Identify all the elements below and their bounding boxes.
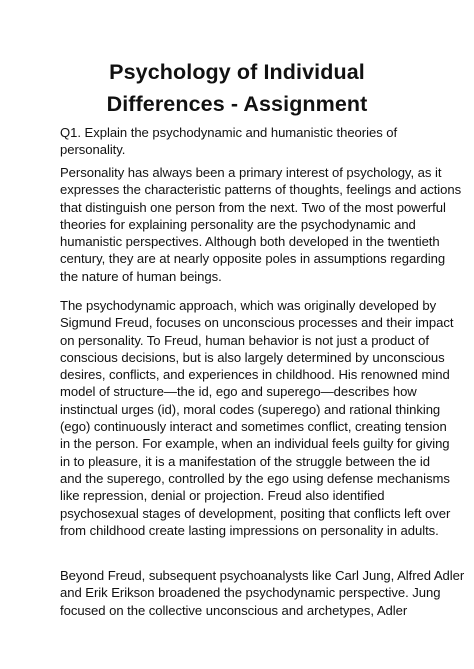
paragraph-line: century, they are at nearly opposite poles in assumptions regarding xyxy=(60,251,446,267)
title-line: Differences - Assignment xyxy=(106,92,368,116)
paragraph-line: humanistic perspectives. Although both developed in the twentieth xyxy=(60,234,440,250)
title-line: Psychology of Individual xyxy=(109,60,365,84)
paragraph-line: Beyond Freud, subsequent psychoanalysts like Carl Jung, Alfred Adler xyxy=(60,568,465,583)
paragraph-line: on personality. To Freud, human behavior is not just a product of xyxy=(60,332,429,348)
paragraph-line: model of structure—the id, ego and superego—describes how xyxy=(60,384,417,400)
paragraph-line: psychosexual stages of development, positing that conflicts left over xyxy=(60,505,451,521)
paragraph-line: like repression, denial or projection. Freud also identified xyxy=(60,488,385,504)
paragraph-line: that distinguish one person from the next. Two of the most powerful xyxy=(60,199,446,215)
paragraph-line: focused on the collective unconscious and archetypes, Adler xyxy=(60,602,408,618)
paragraph-line: in the person. For example, when an individual feels guilty for giving xyxy=(60,436,450,452)
paragraph-line: expresses the characteristic patterns of thoughts, feelings and actions xyxy=(60,182,462,198)
paragraph-line: the nature of human beings. xyxy=(60,268,222,284)
question-line: personality. xyxy=(60,142,126,158)
paragraph-post-freudian xyxy=(60,567,465,619)
paragraph-line: and the superego, controlled by the ego using defense mechanisms xyxy=(60,470,450,486)
paragraph-intro xyxy=(60,164,462,285)
question-text xyxy=(60,124,420,159)
paragraph-line: in to pleasure, it is a manifestation of the struggle between the id xyxy=(60,453,430,469)
paragraph-line: (ego) continuously interact and sometimes conflict, creating tension xyxy=(60,419,447,435)
paragraph-line: from childhood create lasting impressions on personality in adults. xyxy=(60,522,439,538)
paragraph-line: conscious decisions, but is also largely determined by unconscious xyxy=(60,349,445,365)
paragraph-line: Personality has always been a primary interest of psychology, as it xyxy=(60,165,442,180)
paragraph-line: theories for explaining personality are the psychodynamic and xyxy=(60,216,416,232)
question-line: Q1. Explain the psychodynamic and humanistic theories of xyxy=(60,125,398,140)
document-title xyxy=(60,56,414,120)
paragraph-line: The psychodynamic approach, which was originally developed by xyxy=(60,298,437,313)
paragraph-line: desires, conflicts, and experiences in childhood. His renowned mind xyxy=(60,367,450,383)
paragraph-line: and Erik Erikson broadened the psychodynamic perspective. Jung xyxy=(60,585,441,601)
paragraph-line: instinctual urges (id), moral codes (superego) and rational thinking xyxy=(60,401,441,417)
paragraph-line: Sigmund Freud, focuses on unconscious processes and their impact xyxy=(60,315,454,331)
paragraph-psychodynamic xyxy=(60,297,454,539)
